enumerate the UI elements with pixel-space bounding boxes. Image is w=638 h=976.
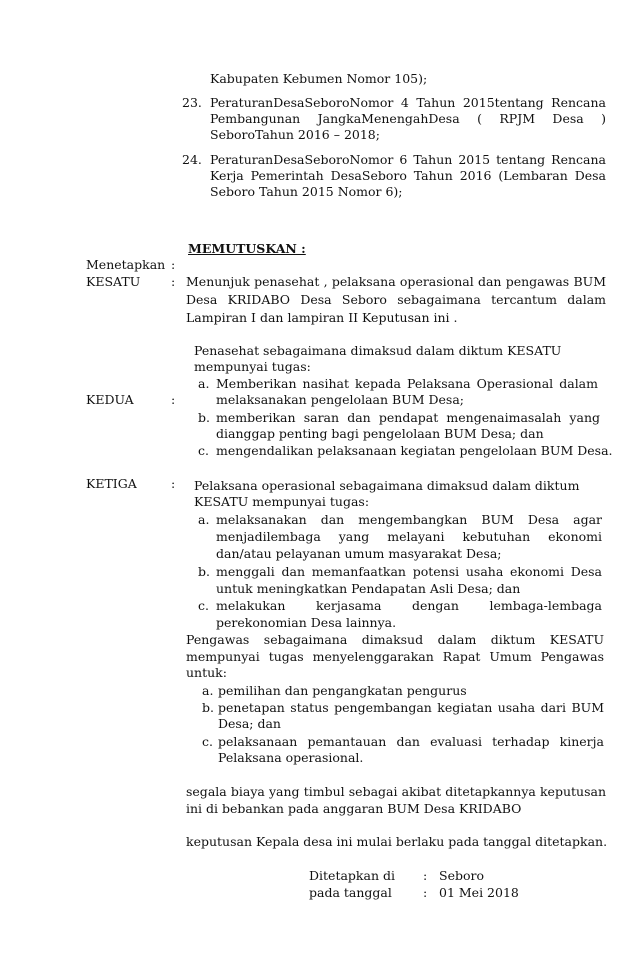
menetapkan-colon: : <box>171 257 176 272</box>
kedua-item-c-letter: c. <box>198 443 209 458</box>
kesatu-line3: Lampiran I dan lampiran II Keputusan ini . <box>186 310 458 325</box>
ketiga-item-b-line2: untuk meningkatkan Pendapatan Asli Desa; dan <box>216 581 521 596</box>
berlaku-line: keputusan Kepala desa ini mulai berlaku pada tanggal ditetapkan. <box>186 834 608 849</box>
ditetapkan-colon: : <box>423 868 428 883</box>
ketiga-colon: : <box>171 476 176 491</box>
kesatu-label: KESATU <box>86 274 141 289</box>
pengawas-item-b-line2: Desa; dan <box>218 716 281 731</box>
ketiga-item-a-line3: dan/atau pelayanan umum masyarakat Desa; <box>216 546 502 561</box>
ketiga-item-b-letter: b. <box>198 564 210 579</box>
pengawas-line2: mempunyai tugas menyelenggarakan Rapat Umum Pengawas <box>186 649 604 664</box>
tanggal-value: 01 Mei 2018 <box>439 885 519 900</box>
ketiga-item-b-line1: menggali dan memanfaatkan potensi usaha ekonomi Desa <box>216 564 602 579</box>
ketiga-intro-line2: KESATU mempunyai tugas: <box>194 494 370 509</box>
item-24-line3: Seboro Tahun 2015 Nomor 6); <box>210 184 403 199</box>
pengawas-item-c-line2: Pelaksana operasional. <box>218 750 364 765</box>
pengawas-line1: Pengawas sebagaimana dimaksud dalam diktum KESATU <box>186 632 604 647</box>
kedua-item-a-letter: a. <box>198 376 210 391</box>
kedua-label: KEDUA <box>86 392 134 407</box>
ketiga-label: KETIGA <box>86 476 137 491</box>
list-item-22-tail: Kabupaten Kebumen Nomor 105); <box>210 71 428 86</box>
pengawas-item-a-line1: pemilihan dan pengangkatan pengurus <box>218 683 467 698</box>
pengawas-item-c-line1: pelaksanaan pemantauan dan evaluasi terhadap kinerja <box>218 734 604 749</box>
kedua-intro-line1: Penasehat sebagaimana dimaksud dalam diktum KESATU <box>194 343 562 358</box>
kedua-item-a-line2: melaksanakan pengelolaan BUM Desa; <box>216 392 464 407</box>
memutuskan-heading: MEMUTUSKAN : <box>188 241 306 256</box>
pengawas-item-c-letter: c. <box>202 734 213 749</box>
kesatu-colon: : <box>171 274 176 289</box>
ditetapkan-value: Seboro <box>439 868 484 883</box>
kesatu-line2: Desa KRIDABO Desa Seboro sebagaimana tercantum dalam <box>186 292 606 307</box>
biaya-line2: ini di bebankan pada anggaran BUM Desa KRIDABO <box>186 801 522 816</box>
ketiga-item-a-letter: a. <box>198 512 210 527</box>
kedua-intro-line2: mempunyai tugas: <box>194 359 311 374</box>
tanggal-colon: : <box>423 885 428 900</box>
kedua-item-c-line1: mengendalikan pelaksanaan kegiatan pengelolaan BUM Desa. <box>216 443 613 458</box>
item-23-number: 23. <box>182 95 202 110</box>
kedua-item-b-letter: b. <box>198 410 210 425</box>
tanggal-label: pada tanggal <box>309 885 392 900</box>
kedua-item-a-line1: Memberikan nasihat kepada Pelaksana Operasional dalam <box>216 376 598 391</box>
ketiga-item-c-line2: perekonomian Desa lainnya. <box>216 615 397 630</box>
kedua-item-b-line2: dianggap penting bagi pengelolaan BUM Desa; dan <box>216 426 544 441</box>
kedua-colon: : <box>171 392 176 407</box>
pengawas-item-b-letter: b. <box>202 700 214 715</box>
pengawas-item-b-line1: penetapan status pengembangan kegiatan usaha dari BUM <box>218 700 604 715</box>
item-24-line2: Kerja Pemerintah DesaSeboro Tahun 2016 (Lembaran Desa <box>210 168 606 183</box>
biaya-line1: segala biaya yang timbul sebagai akibat ditetapkannya keputusan <box>186 784 606 799</box>
ditetapkan-label: Ditetapkan di <box>309 868 395 883</box>
item-23-line3: SeboroTahun 2016 – 2018; <box>210 127 380 142</box>
kedua-item-b-line1: memberikan saran dan pendapat mengenaimasalah yang <box>216 410 600 425</box>
ketiga-item-c-letter: c. <box>198 598 209 613</box>
pengawas-item-a-letter: a. <box>202 683 214 698</box>
ketiga-item-a-line2: menjadilembaga yang melayani kebutuhan ekonomi <box>216 529 602 544</box>
item-23-line2: Pembangunan JangkaMenengahDesa ( RPJM Desa ) <box>210 111 606 126</box>
ketiga-item-a-line1: melaksanakan dan mengembangkan BUM Desa agar <box>216 512 602 527</box>
ketiga-item-c-line1: melakukan kerjasama dengan lembaga-lembaga <box>216 598 602 613</box>
menetapkan-label: Menetapkan <box>86 257 166 272</box>
item-23-line1: PeraturanDesaSeboroNomor 4 Tahun 2015tentang Rencana <box>210 95 606 110</box>
pengawas-line3: untuk: <box>186 665 227 680</box>
kesatu-line1: Menunjuk penasehat , pelaksana operasional dan pengawas BUM <box>186 274 606 289</box>
ketiga-intro-line1: Pelaksana operasional sebagaimana dimaksud dalam diktum <box>194 478 580 493</box>
item-24-line1: PeraturanDesaSeboroNomor 6 Tahun 2015 tentang Rencana <box>210 152 606 167</box>
item-24-number: 24. <box>182 152 202 167</box>
